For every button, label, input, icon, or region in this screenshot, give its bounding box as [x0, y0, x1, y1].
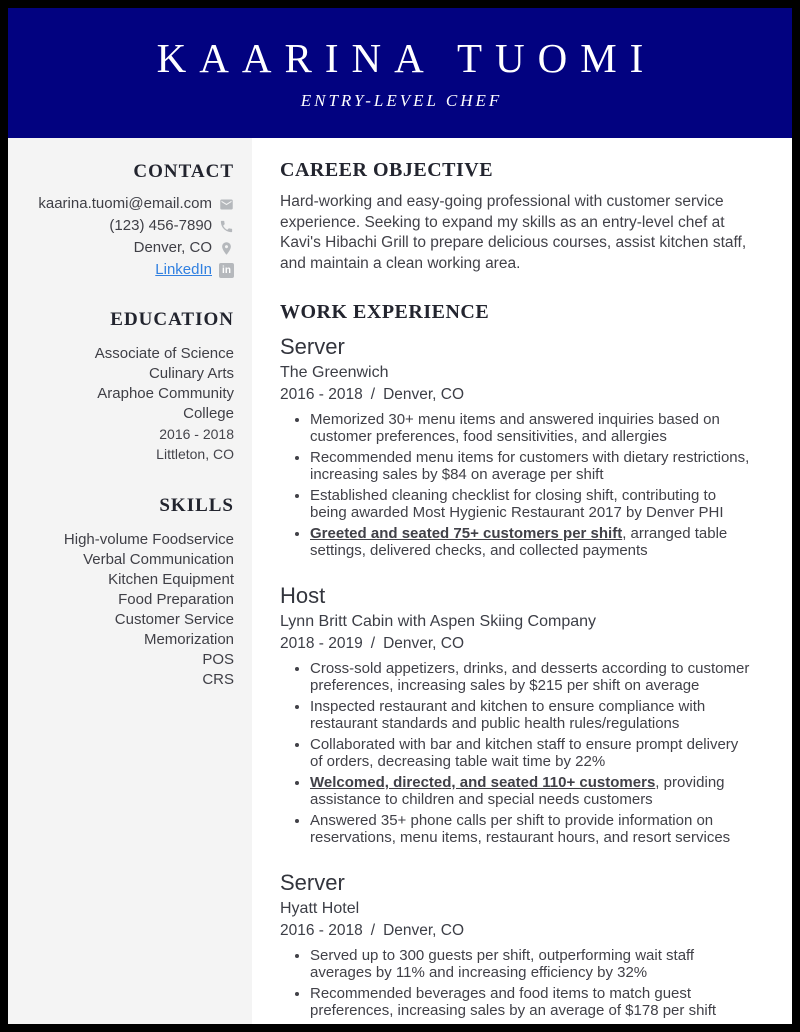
work-experience-section	[280, 300, 752, 1019]
bullet-item: • Welcomed, directed, and seated 110+ customers, providing assistance to children and special needs customers	[310, 774, 752, 808]
job-location: Denver, CO	[383, 386, 465, 403]
main-content	[252, 138, 792, 1024]
contact-location-row	[20, 240, 234, 256]
job-meta-separator: /	[370, 922, 376, 939]
work-experience-heading: WORK EXPERIENCE	[280, 301, 490, 323]
resume-header	[8, 8, 792, 138]
bullet-item: • Inspected restaurant and kitchen to ensure compliance with restaurant standards and public health rules/regulations	[310, 698, 752, 732]
education-dates: 2016 - 2018	[159, 426, 234, 442]
education-location: Littleton, CO	[156, 446, 234, 462]
job-meta-separator: /	[370, 635, 376, 652]
bullet-item: • Recommended menu items for customers with dietary restrictions, increasing sales by $84 on average per shift	[310, 449, 752, 483]
job-title: Host	[280, 583, 326, 608]
contact-location: Denver, CO	[133, 239, 212, 256]
contact-heading: CONTACT	[133, 161, 234, 182]
skill-item: POS	[202, 651, 234, 668]
bullet-item: • Served up to 300 guests per shift, outperforming wait staff averages by 11% and increasing efficiency by 32%	[310, 947, 752, 981]
skill-item: Memorization	[143, 631, 234, 648]
contact-email-row	[20, 196, 234, 212]
skill-item: Customer Service	[114, 611, 234, 628]
skill-item: Verbal Communication	[83, 551, 234, 568]
job-company: The Greenwich	[280, 364, 389, 381]
job-location: Denver, CO	[383, 635, 465, 652]
job-dates: 2018 - 2019	[280, 635, 363, 652]
contact-email: kaarina.tuomi@email.com	[38, 195, 212, 212]
education-school: Araphoe Community College	[97, 385, 234, 422]
job-company: Hyatt Hotel	[280, 900, 360, 917]
job-bullet-list	[280, 660, 752, 846]
skill-item: Kitchen Equipment	[108, 571, 234, 588]
career-objective-heading: CAREER OBJECTIVE	[280, 159, 494, 181]
job-dates: 2016 - 2018	[280, 922, 363, 939]
job-meta	[280, 922, 752, 940]
education-degree: Associate of Science	[94, 345, 234, 362]
skills-heading: SKILLS	[159, 495, 234, 516]
bullet-item: • Collaborated with bar and kitchen staff to ensure prompt delivery of orders, decreasing table wait time by 22%	[310, 736, 752, 770]
bullet-item: • Greeted and seated 75+ customers per shift, arranged table settings, delivered checks, and collected payments	[310, 525, 752, 559]
job-location: Denver, CO	[383, 922, 465, 939]
job-entry	[280, 583, 752, 846]
email-icon	[219, 197, 234, 212]
linkedin-icon: in	[219, 263, 234, 278]
job-meta	[280, 386, 752, 404]
job-title: Server	[280, 870, 345, 895]
sidebar	[8, 138, 252, 1024]
job-entry	[280, 334, 752, 559]
bullet-item: • Answered 35+ phone calls per shift to provide information on reservations, menu items, restaurant hours, and resort services	[310, 812, 752, 846]
contact-phone-row	[20, 218, 234, 234]
job-company: Lynn Britt Cabin with Aspen Skiing Company	[280, 613, 597, 630]
bullet-item: • Memorized 30+ menu items and answered inquiries based on customer preferences, food sensitivities, and allergies	[310, 411, 752, 445]
bullet-item: • Recommended beverages and food items to match guest preferences, increasing sales by an average of $178 per shift	[310, 985, 752, 1019]
skill-item: CRS	[202, 671, 234, 688]
bullet-item: • Established cleaning checklist for closing shift, contributing to being awarded Most Hygienic Restaurant 2017 by Denver PHI	[310, 487, 752, 521]
job-title: Server	[280, 334, 345, 359]
career-objective-text: Hard-working and easy-going professional with customer service experience. Seeking to expand my skills as an entry-level chef at Kavi's Hibachi Grill to prepare delicious courses, assist kitchen staff, and maintain a clean working area.	[280, 193, 747, 272]
candidate-job-title: ENTRY-LEVEL CHEF	[300, 91, 503, 110]
phone-icon	[219, 219, 234, 234]
education-heading: EDUCATION	[110, 309, 234, 330]
candidate-name: KAARINA TUOMI	[156, 35, 657, 81]
contact-phone: (123) 456-7890	[109, 217, 212, 234]
skill-item: High-volume Foodservice	[63, 531, 234, 548]
job-meta	[280, 635, 752, 653]
job-meta-separator: /	[370, 386, 376, 403]
location-pin-icon	[219, 241, 234, 256]
contact-linkedin-row	[20, 262, 234, 278]
job-bullet-list	[280, 411, 752, 559]
bullet-item: • Cross-sold appetizers, drinks, and desserts according to customer preferences, increasing sales by $215 per shift on average	[310, 660, 752, 694]
linkedin-link[interactable]: LinkedIn	[155, 261, 212, 278]
skill-item: Food Preparation	[118, 591, 234, 608]
job-bullet-list	[280, 947, 752, 1019]
job-entry	[280, 870, 752, 1019]
job-dates: 2016 - 2018	[280, 386, 363, 403]
education-field: Culinary Arts	[148, 365, 234, 382]
